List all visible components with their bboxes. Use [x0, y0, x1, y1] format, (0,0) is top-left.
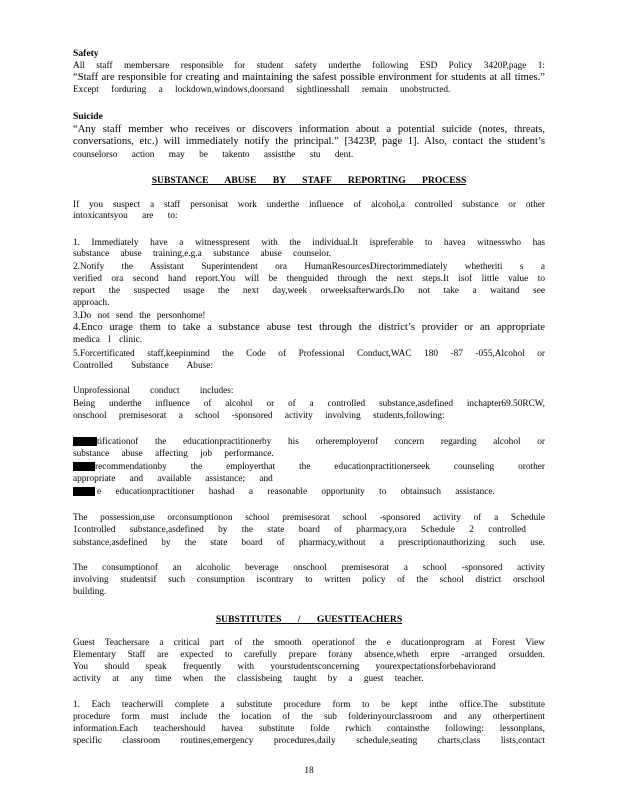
step2-line-c: report the suspected usage the next day,week orweeksafterwards.Do not take a waitand see [73, 286, 545, 296]
step4-line-a: 4.Enco urage them to take a substance abuse test through the district’s provider or an appropriate [73, 322, 545, 333]
substance-heading-text: SUBSTANCE ABUSE BY STAFF REPORTING PROCESS [151, 175, 467, 186]
step2-line-a: 2.Notify the Assistant Superintendent ora HumanResourcesDirectorimmediately whetheriti s a [73, 262, 545, 272]
page-number: 18 [304, 766, 314, 776]
redaction-block [73, 487, 95, 496]
possession-line-2: 1controlled substance,asdefined by the state board of pharmacy,ora Schedule 2 controlled [73, 525, 526, 535]
substance-heading [0, 175, 618, 186]
suicide-last-line: counselorso action may be takento assistthe stu dent. [73, 150, 354, 160]
step5-line-a: 5.Forcertificated staff,keepinmind the Code of Professional Conduct,WAC 180 -87 -055,Alcohol or [73, 349, 545, 359]
list-item [73, 437, 545, 448]
list-item [73, 487, 545, 498]
list-item-text: tificationof the educationpractitionerby his orheremployerof concern regarding alcohol or [97, 437, 545, 447]
list-item-continuation: appropriate and available assistance; and [73, 474, 273, 484]
redaction-block [73, 437, 97, 446]
suicide-quote: “Any staff member who receives or discovers information about a potential suicide (notes, threats, conversations, etc.) will immediately notify the principal.” [3423P, page 1]. Also, contact the student’s [73, 124, 545, 148]
substitutes-p2-line-2: procedure form must include the location of the sub folderinyourclassroom and any otherpertinent [73, 712, 545, 722]
substance-intro-1: If you suspect a staff personisat work underthe influence of alcohol,a controlled substance or other [73, 200, 545, 210]
substitutes-p1-line-4: activity at any time when the classisbeing taught by a guest teacher. [73, 674, 424, 684]
list-item-text: recommendationby the employerthat the educationpractitionerseek counseling orother [95, 462, 545, 472]
substitutes-heading [0, 614, 618, 625]
substitutes-p1-line-3: You should speak frequently with yourstudentsconcerning yourexpectationsforbehaviorand [73, 662, 496, 672]
list-item-text: e educationpractitioner hashad a reasonable opportunity to obtainsuch assistance. [97, 487, 495, 497]
substitutes-p1-line-1: Guest Teachersare a critical part of the smooth operationof the e ducationprogram at Forest View [73, 638, 545, 648]
substitutes-p1-line-2: Elementary Staff are expected to carefully prepare forany absence,wheth erpre -arranged orsudden. [73, 650, 545, 660]
possession-line-1: The possession,use orconsumptionon school premisesorat school -sponsored activity of a Schedule [73, 513, 545, 523]
substitutes-p2-line-3: information.Each teachershould havea substitute folde rwhich containsthe following: lessonplans, [73, 724, 545, 734]
list-item [73, 462, 545, 473]
safety-heading: Safety [73, 48, 99, 59]
unprofessional-line-1: Unprofessional conduct includes: [73, 386, 234, 396]
step5-line-b: Controlled Substance Abuse: [73, 361, 213, 371]
list-item-continuation: substance abuse affecting job performance. [73, 449, 274, 459]
safety-quote [73, 72, 545, 96]
step4-line-b: medica l clinic. [73, 335, 143, 345]
substitutes-p2-line-1: 1. Each teacherwill complete a substitute procedure form to be kept inthe office.The substitute [73, 700, 545, 710]
consumption-line-2: involving studentsif such consumption iscontrary to written policy of the school district orschool [73, 575, 545, 585]
step1-line-b: substance abuse training,e.g.a substance abuse counselor. [73, 249, 331, 259]
consumption-line-3: building. [73, 587, 107, 597]
consumption-line-1: The consumptionof an alcoholic beverage onschool premisesorat a school -sponsored activity [73, 563, 545, 573]
unprofessional-line-3: onschool premisesorat a school -sponsored activity involving students,following: [73, 411, 445, 421]
step2-line-b: verified ora second hand report.You will be thenguided through the next steps.It isof little value to [73, 274, 545, 284]
substance-intro-2: intoxicantsyou are to: [73, 211, 178, 221]
step1-line-a: 1. Immediately have a witnesspresent with the individual.It ispreferable to havea witnesswho has [73, 238, 545, 248]
safety-line-1: All staff membersare responsible for student safety underthe following ESD Policy 3420P,page 1: [73, 61, 545, 71]
safety-quote-text: “Staff are responsible for creating and maintaining the safest possible environment for students at all times.” [73, 72, 545, 83]
step3-line: 3.Do not send the personhome! [73, 311, 206, 321]
safety-rest-text: Except forduring a lockdown,windows,doorsand sightlinesshall remain unobstructed. [73, 85, 451, 96]
possession-line-3: substance,asdefined by the state board of pharmacy,without a prescriptionauthorizing such use. [73, 538, 545, 548]
step2-line-d: approach. [73, 298, 110, 308]
unprofessional-line-2: Being underthe influence of alcohol or of a controlled substance,asdefined inchapter69.50RCW, [73, 399, 545, 409]
substitutes-p2-line-4: specific classroom routines,emergency procedures,daily schedule,seating charts,class lists,contact [73, 736, 545, 746]
suicide-heading: Suicide [73, 111, 103, 122]
redaction-block [73, 462, 95, 471]
substitutes-heading-text: SUBSTITUTES / GUESTTEACHERS [215, 614, 403, 625]
